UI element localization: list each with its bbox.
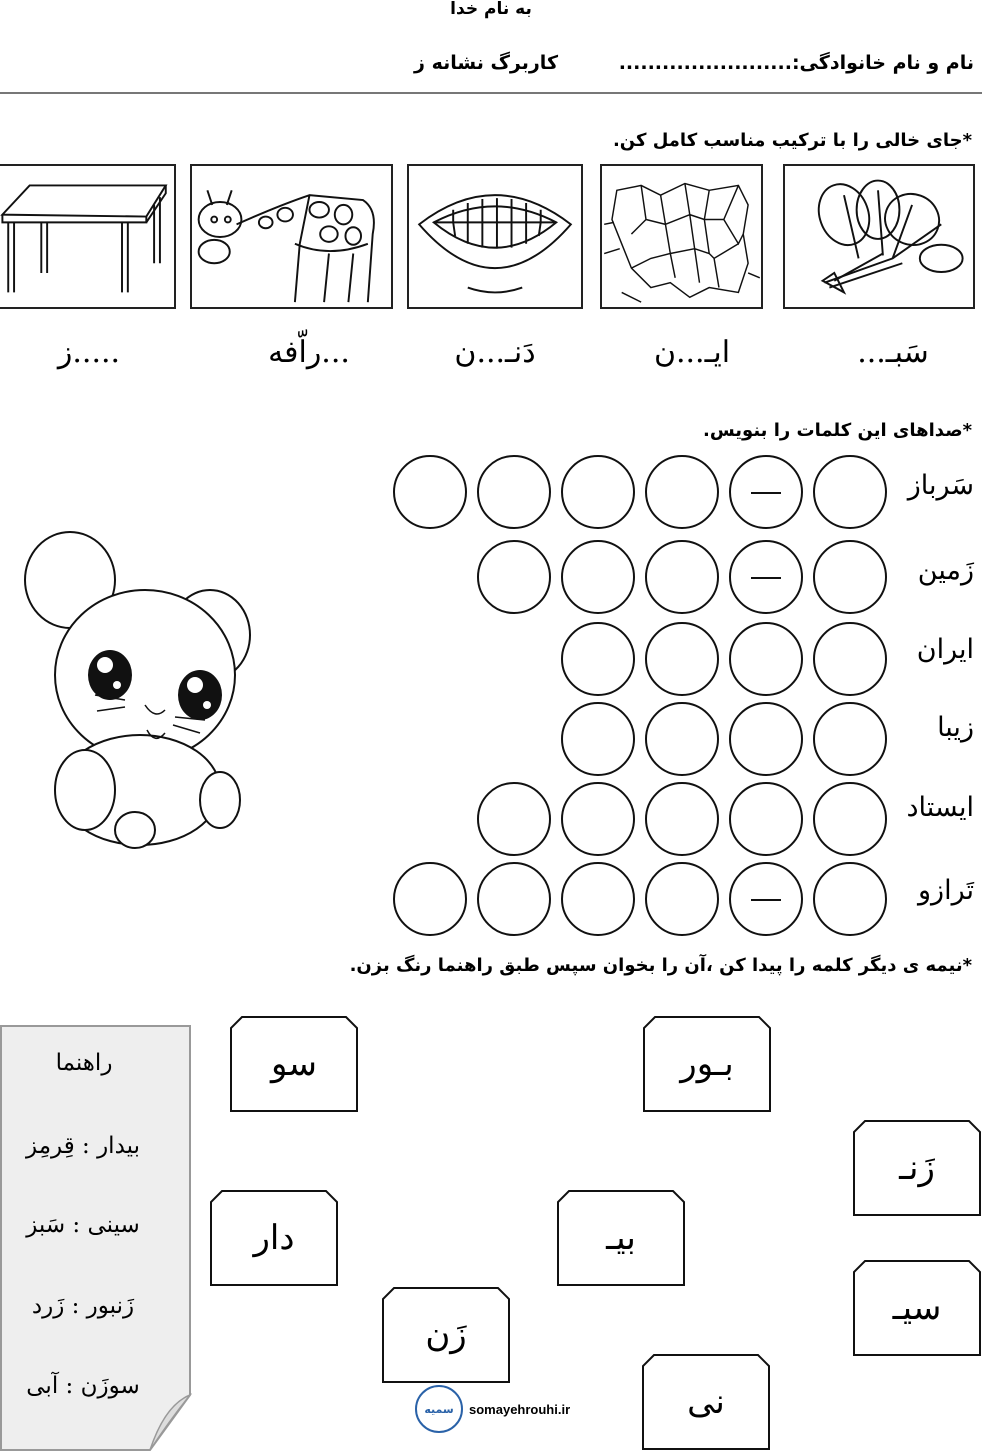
word-ziba: زیبا <box>937 712 974 743</box>
sound-circle[interactable] <box>729 455 803 529</box>
sound-circle[interactable] <box>561 862 635 936</box>
footer <box>415 1385 570 1433</box>
sound-circle[interactable] <box>813 702 887 776</box>
word-card-text: زَن <box>425 1315 467 1355</box>
sound-circle[interactable] <box>813 455 887 529</box>
sound-circle[interactable] <box>813 782 887 856</box>
sound-circle[interactable] <box>645 455 719 529</box>
sound-circle[interactable] <box>645 862 719 936</box>
word-istad: ایستاد <box>906 792 974 823</box>
sound-circle[interactable] <box>561 540 635 614</box>
word-tarazoo: تَرازو <box>918 875 974 906</box>
section2-instruction: *صداهای این کلمات را بنویس. <box>703 420 972 441</box>
bismillah: به نام خدا <box>450 0 532 19</box>
sound-circle[interactable] <box>561 455 635 529</box>
sound-circle[interactable] <box>477 782 551 856</box>
word-card[interactable] <box>210 1190 338 1286</box>
page-title: کاربرگ نشانه ز <box>414 52 558 74</box>
sound-circle[interactable] <box>813 622 887 696</box>
word-card[interactable] <box>382 1287 510 1383</box>
word-card[interactable] <box>642 1354 770 1450</box>
sound-circle[interactable] <box>813 862 887 936</box>
sound-circle[interactable] <box>813 540 887 614</box>
guide-item-bidar: بیدار : قِرمِز <box>26 1133 140 1159</box>
word-sarbaz: سَرباز <box>907 470 974 501</box>
sound-circle[interactable] <box>645 622 719 696</box>
word-card[interactable] <box>643 1016 771 1112</box>
sound-circle[interactable] <box>561 622 635 696</box>
blank-word-iran[interactable]: ایـ...ن <box>653 335 731 370</box>
sound-circle[interactable] <box>393 862 467 936</box>
sound-circle[interactable] <box>645 782 719 856</box>
sound-circle[interactable] <box>645 540 719 614</box>
spinach-icon <box>783 164 975 309</box>
site-logo: سمیه <box>415 1385 463 1433</box>
word-card[interactable] <box>230 1016 358 1112</box>
guide-item-zanbur: زَنبور : زَرد <box>31 1293 135 1319</box>
sound-circle[interactable] <box>477 540 551 614</box>
word-card-text: سو <box>270 1044 318 1084</box>
blank-word-giraffe[interactable]: ...راّفه <box>268 335 350 370</box>
site-url[interactable]: somayehrouhi.ir <box>469 1401 571 1417</box>
sound-circle[interactable] <box>477 455 551 529</box>
word-card[interactable] <box>557 1190 685 1286</box>
sound-circle[interactable] <box>729 540 803 614</box>
word-card-text: نی <box>687 1382 725 1422</box>
guide-item-sini: سینی : سَبز <box>26 1212 140 1238</box>
blank-word-spinach[interactable]: سَبـ... <box>857 335 929 370</box>
giraffe-icon <box>190 164 393 309</box>
sound-circle[interactable] <box>477 862 551 936</box>
blank-word-table[interactable]: .....ز <box>57 335 121 370</box>
sound-circle[interactable] <box>561 782 635 856</box>
sound-circle[interactable] <box>729 782 803 856</box>
sound-circle[interactable] <box>729 702 803 776</box>
word-card[interactable] <box>853 1120 981 1216</box>
guide-item-sozan: سوزَن : آبی <box>26 1373 140 1399</box>
header-divider <box>0 92 982 94</box>
hamster-icon <box>15 525 255 855</box>
word-card-text: بـور <box>680 1044 734 1084</box>
name-field[interactable]: نام و نام خانوادگی:........................ <box>618 52 974 74</box>
blank-word-teeth[interactable]: دَنـ...ن <box>454 335 536 370</box>
word-card[interactable] <box>853 1260 981 1356</box>
word-iran: ایران <box>916 634 974 665</box>
section1-instruction: *جای خالی را با ترکیب مناسب کامل کن. <box>612 130 972 151</box>
word-card-text: دار <box>253 1218 295 1258</box>
word-card-text: بیـ <box>606 1218 636 1258</box>
guide-title: راهنما <box>55 1050 113 1076</box>
sound-circle[interactable] <box>729 862 803 936</box>
sound-circle[interactable] <box>729 622 803 696</box>
word-zamin: زَمین <box>917 555 974 586</box>
sound-circle[interactable] <box>645 702 719 776</box>
sound-circle[interactable] <box>393 455 467 529</box>
word-card-text: زَنـ <box>899 1148 935 1188</box>
sound-circle[interactable] <box>561 702 635 776</box>
word-card-text: سیـ <box>892 1288 942 1328</box>
section3-instruction: *نیمه ی دیگر کلمه را پیدا کن ،آن را بخوان سپس طبق راهنما رنگ بزن. <box>349 955 972 976</box>
iran-map-icon <box>600 164 763 309</box>
table-icon <box>0 164 176 309</box>
teeth-icon <box>407 164 583 309</box>
